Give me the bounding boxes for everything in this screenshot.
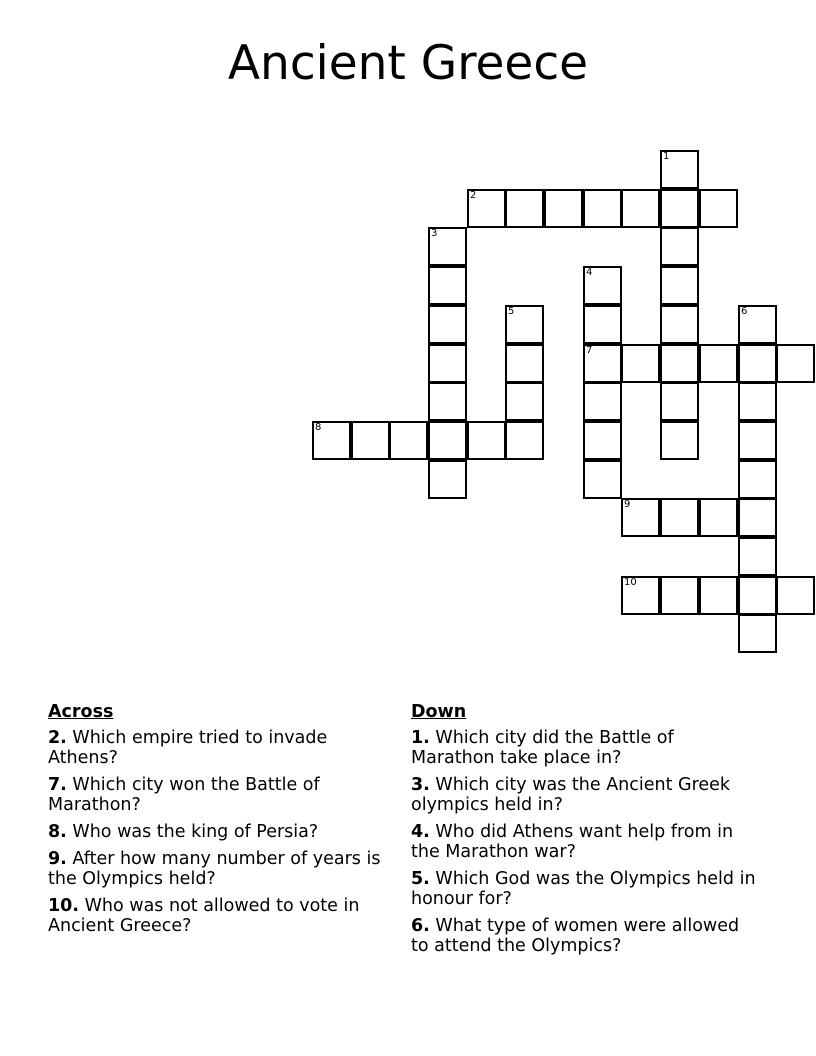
clue-number: 6. <box>411 916 430 936</box>
clue-text: Who was not allowed to vote in Ancient Greece? <box>48 896 360 936</box>
crossword-cell[interactable] <box>660 266 699 305</box>
clue-number: 9. <box>48 849 67 869</box>
crossword-cell[interactable] <box>428 344 467 383</box>
crossword-cell[interactable] <box>583 460 622 499</box>
down-clues <box>411 702 761 963</box>
clue-text: Who did Athens want help from in the Marathon war? <box>411 822 734 862</box>
crossword-cell[interactable] <box>505 344 544 383</box>
clue-number: 1. <box>411 728 430 748</box>
clue-text: What type of women were allowed to attend the Olympics? <box>411 916 740 956</box>
crossword-cell[interactable] <box>505 305 544 344</box>
crossword-cell[interactable] <box>738 460 777 499</box>
crossword-cell[interactable] <box>699 576 738 615</box>
crossword-cell[interactable] <box>583 421 622 460</box>
clue-text: Which God was the Olympics held in honour for? <box>411 869 756 909</box>
crossword-cell[interactable] <box>660 382 699 421</box>
clue-text: Which city was the Ancient Greek olympics held in? <box>411 775 731 815</box>
across-clue-7 <box>48 775 398 815</box>
crossword-cell[interactable] <box>660 150 699 189</box>
crossword-cell[interactable] <box>505 421 544 460</box>
crossword-cell[interactable] <box>660 189 699 228</box>
clue-number: 5. <box>411 869 430 889</box>
across-clues <box>48 702 398 943</box>
crossword-cell[interactable] <box>428 305 467 344</box>
down-heading: Down <box>411 702 467 722</box>
crossword-cell[interactable] <box>583 382 622 421</box>
clue-text: Which empire tried to invade Athens? <box>48 728 328 768</box>
crossword-cell[interactable] <box>583 305 622 344</box>
crossword-cell[interactable] <box>583 189 622 228</box>
page-title: Ancient Greece <box>227 36 589 91</box>
clue-number: 8. <box>48 822 67 842</box>
crossword-cell[interactable] <box>621 189 660 228</box>
crossword-cell[interactable] <box>428 460 467 499</box>
cell-number: 6 <box>741 306 748 317</box>
clue-text: Which city won the Battle of Marathon? <box>48 775 320 815</box>
clue-text: After how many number of years is the Olympics held? <box>48 849 381 889</box>
across-clue-9 <box>48 849 398 889</box>
crossword-cell[interactable] <box>738 498 777 537</box>
crossword-cell[interactable] <box>312 421 351 460</box>
cell-number: 2 <box>470 190 477 201</box>
crossword-cell[interactable] <box>660 305 699 344</box>
down-clue-1 <box>411 728 761 768</box>
crossword-cell[interactable] <box>738 614 777 653</box>
crossword-cell[interactable] <box>738 305 777 344</box>
down-clue-5 <box>411 869 761 909</box>
clue-number: 10. <box>48 896 80 916</box>
crossword-cell[interactable] <box>660 421 699 460</box>
crossword-cell[interactable] <box>660 227 699 266</box>
crossword-cell[interactable] <box>738 576 777 615</box>
crossword-cell[interactable] <box>505 189 544 228</box>
crossword-cell[interactable] <box>428 382 467 421</box>
cell-number: 3 <box>431 228 438 239</box>
crossword-cell[interactable] <box>351 421 390 460</box>
clue-number: 2. <box>48 728 67 748</box>
clue-number: 4. <box>411 822 430 842</box>
crossword-cell[interactable] <box>583 344 622 383</box>
crossword-cell[interactable] <box>428 421 467 460</box>
crossword-cell[interactable] <box>467 189 506 228</box>
crossword-cell[interactable] <box>389 421 428 460</box>
crossword-cell[interactable] <box>738 421 777 460</box>
clue-number: 3. <box>411 775 430 795</box>
down-clue-4 <box>411 822 761 862</box>
crossword-cell[interactable] <box>699 189 738 228</box>
cell-number: 4 <box>586 267 593 278</box>
crossword-cell[interactable] <box>544 189 583 228</box>
across-heading: Across <box>48 702 114 722</box>
crossword-cell[interactable] <box>660 498 699 537</box>
across-clue-8 <box>48 822 398 842</box>
crossword-cell[interactable] <box>505 382 544 421</box>
crossword-cell[interactable] <box>660 344 699 383</box>
across-clue-10 <box>48 896 398 936</box>
cell-number: 10 <box>624 577 637 588</box>
cell-number: 5 <box>508 306 515 317</box>
cell-number: 9 <box>624 499 631 510</box>
crossword-cell[interactable] <box>621 498 660 537</box>
crossword-cell[interactable] <box>428 227 467 266</box>
cell-number: 7 <box>586 345 593 356</box>
crossword-cell[interactable] <box>699 498 738 537</box>
clue-number: 7. <box>48 775 67 795</box>
crossword-cell[interactable] <box>583 266 622 305</box>
crossword-cell[interactable] <box>428 266 467 305</box>
across-clue-2 <box>48 728 398 768</box>
crossword-cell[interactable] <box>467 421 506 460</box>
crossword-cell[interactable] <box>738 382 777 421</box>
crossword-cell[interactable] <box>776 576 815 615</box>
crossword-cell[interactable] <box>621 344 660 383</box>
clue-text: Which city did the Battle of Marathon take place in? <box>411 728 674 768</box>
clue-text: Who was the king of Persia? <box>72 822 319 842</box>
crossword-cell[interactable] <box>621 576 660 615</box>
crossword-cell[interactable] <box>738 537 777 576</box>
crossword-cell[interactable] <box>776 344 815 383</box>
crossword-cell[interactable] <box>699 344 738 383</box>
cell-number: 8 <box>315 422 322 433</box>
down-clue-6 <box>411 916 761 956</box>
crossword-cell[interactable] <box>660 576 699 615</box>
cell-number: 1 <box>663 151 670 162</box>
down-clue-3 <box>411 775 761 815</box>
crossword-cell[interactable] <box>738 344 777 383</box>
